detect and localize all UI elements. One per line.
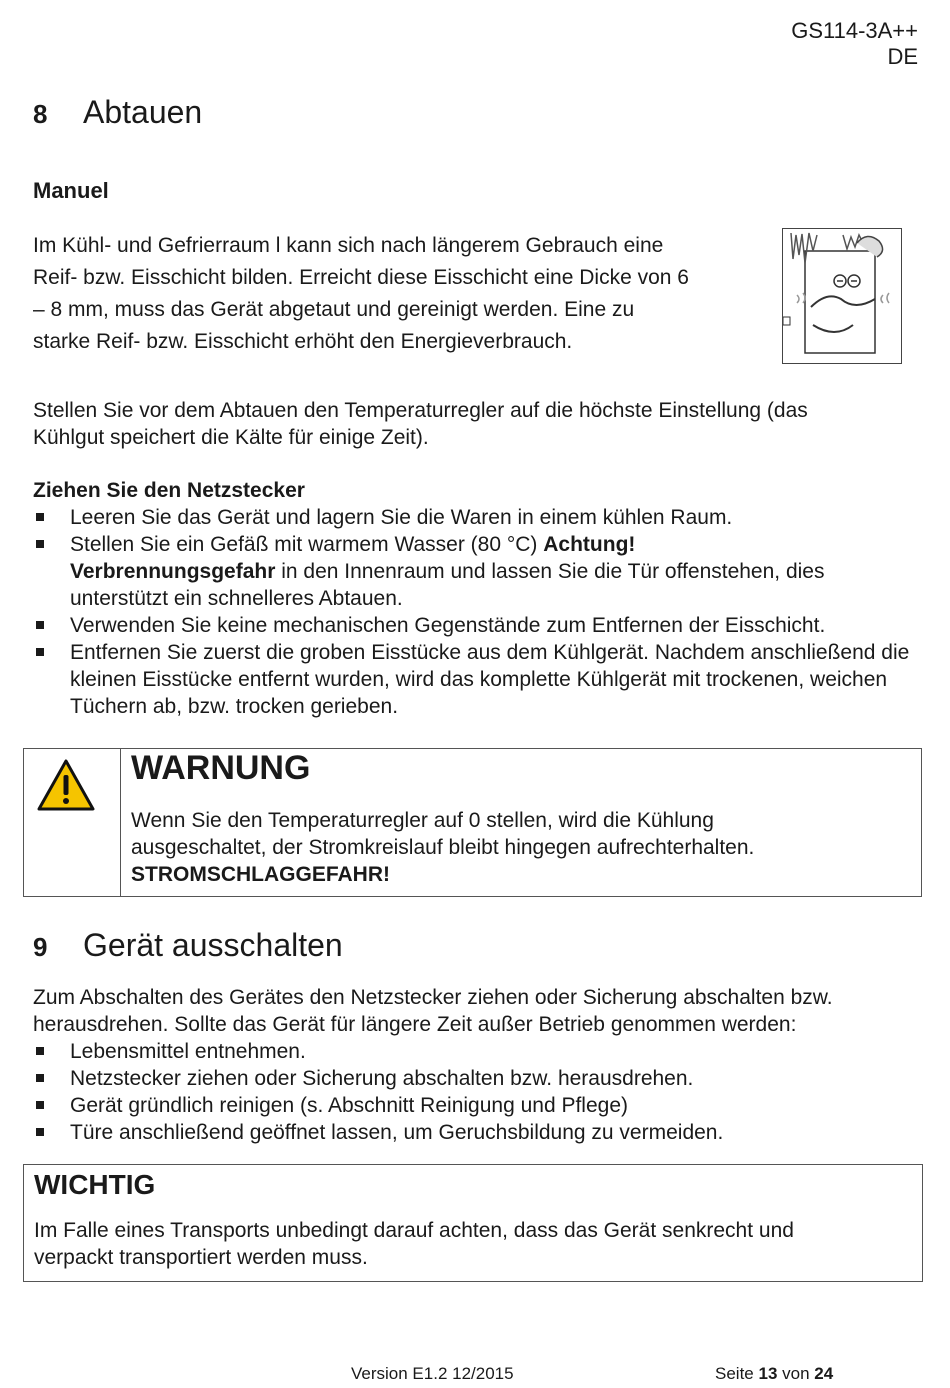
section-8-heading	[33, 93, 202, 133]
current-page: 13	[758, 1364, 778, 1383]
switch-off-paragraph	[33, 984, 923, 1038]
text-line: Reif- bzw. Eisschicht bilden. Erreicht diese Eisschicht eine Dicke von 6	[33, 266, 689, 289]
intro-paragraph	[33, 230, 773, 358]
text-line: Kühlgut speichert die Kälte für einige Zeit).	[33, 426, 429, 449]
subsection-title: Manuel	[33, 178, 109, 203]
list-item: Türe anschließend geöffnet lassen, um Geruchsbildung zu vermeiden.	[33, 1119, 918, 1146]
language-code: DE	[887, 44, 918, 69]
unplug-heading: Ziehen Sie den Netzstecker	[33, 479, 305, 502]
list-item: Netzstecker ziehen oder Sicherung abschalten bzw. herausdrehen.	[33, 1065, 918, 1092]
text-line: Zum Abschalten des Gerätes den Netzstecker ziehen oder Sicherung abschalten bzw.	[33, 986, 833, 1009]
list-item-text: Stellen Sie ein Gefäß mit warmem Wasser (80 °C)	[70, 533, 544, 556]
list-item	[33, 531, 918, 612]
divider	[120, 749, 121, 896]
list-item: Verwenden Sie keine mechanischen Gegenstände zum Entfernen der Eisschicht.	[33, 612, 918, 639]
freezer-icon	[783, 229, 901, 363]
text-line: Wenn Sie den Temperaturregler auf 0 stellen, wird die Kühlung	[131, 809, 714, 832]
section-number: 8	[33, 99, 48, 129]
list-item: Leeren Sie das Gerät und lagern Sie die Waren in einem kühlen Raum.	[33, 504, 918, 531]
switch-off-steps-list	[33, 1038, 918, 1146]
section-title: Abtauen	[83, 94, 203, 130]
of-label: von	[782, 1364, 810, 1383]
section-number: 9	[33, 932, 48, 962]
text-line: verpackt transportiert werden muss.	[34, 1246, 368, 1269]
text-line: starke Reif- bzw. Eisschicht erhöht den Energieverbrauch.	[33, 330, 573, 353]
burn-hazard-label: Verbrennungsgefahr	[70, 560, 276, 583]
list-item: Entfernen Sie zuerst die groben Eisstücke aus dem Kühlgerät. Nachdem anschließend die kleinen Eisstücke entfernt wurden, wird das komplette Kühlgerät mit trockenen, weichen Tüchern ab, bzw. trocken gerieben.	[33, 639, 918, 720]
text-line: Stellen Sie vor dem Abtauen den Temperaturregler auf die höchste Einstellung (das	[33, 399, 808, 422]
document-header	[791, 18, 918, 70]
warning-title: WARNUNG	[131, 749, 311, 787]
text-line: herausdrehen. Sollte das Gerät für längere Zeit außer Betrieb genommen werden:	[33, 1013, 797, 1036]
text-line: Im Kühl- und Gefrierraum l kann sich nach längerem Gebrauch eine	[33, 234, 664, 257]
important-text	[34, 1217, 794, 1271]
section-title: Gerät ausschalten	[83, 927, 343, 963]
list-item: Lebensmittel entnehmen.	[33, 1038, 918, 1065]
page-label: Seite	[715, 1364, 754, 1383]
page-number	[715, 1364, 833, 1384]
version-info: Version E1.2 12/2015	[351, 1364, 514, 1383]
important-title: WICHTIG	[34, 1169, 156, 1200]
warning-triangle-icon	[35, 757, 97, 813]
warning-box	[23, 748, 922, 897]
attention-label: Achtung!	[543, 533, 636, 556]
defrost-freezer-illustration	[782, 228, 902, 364]
warning-text	[131, 807, 754, 888]
hazard-text: STROMSCHLAGGEFAHR!	[131, 863, 390, 886]
list-item-text: in den Innenraum und lassen Sie die Tür offenstehen, dies unterstützt ein schnelleres Abtauen.	[70, 560, 825, 610]
model-number: GS114-3A++	[791, 18, 918, 43]
text-line: ausgeschaltet, der Stromkreislauf bleibt hingegen aufrechterhalten.	[131, 836, 755, 859]
defrost-steps-list	[33, 504, 918, 720]
important-box	[23, 1164, 923, 1282]
preparation-paragraph	[33, 397, 913, 451]
section-9-heading	[33, 926, 343, 966]
list-item: Gerät gründlich reinigen (s. Abschnitt Reinigung und Pflege)	[33, 1092, 918, 1119]
text-line: Im Falle eines Transports unbedingt darauf achten, dass das Gerät senkrecht und	[34, 1219, 794, 1242]
total-pages: 24	[814, 1364, 834, 1383]
text-line: – 8 mm, muss das Gerät abgetaut und gereinigt werden. Eine zu	[33, 298, 635, 321]
